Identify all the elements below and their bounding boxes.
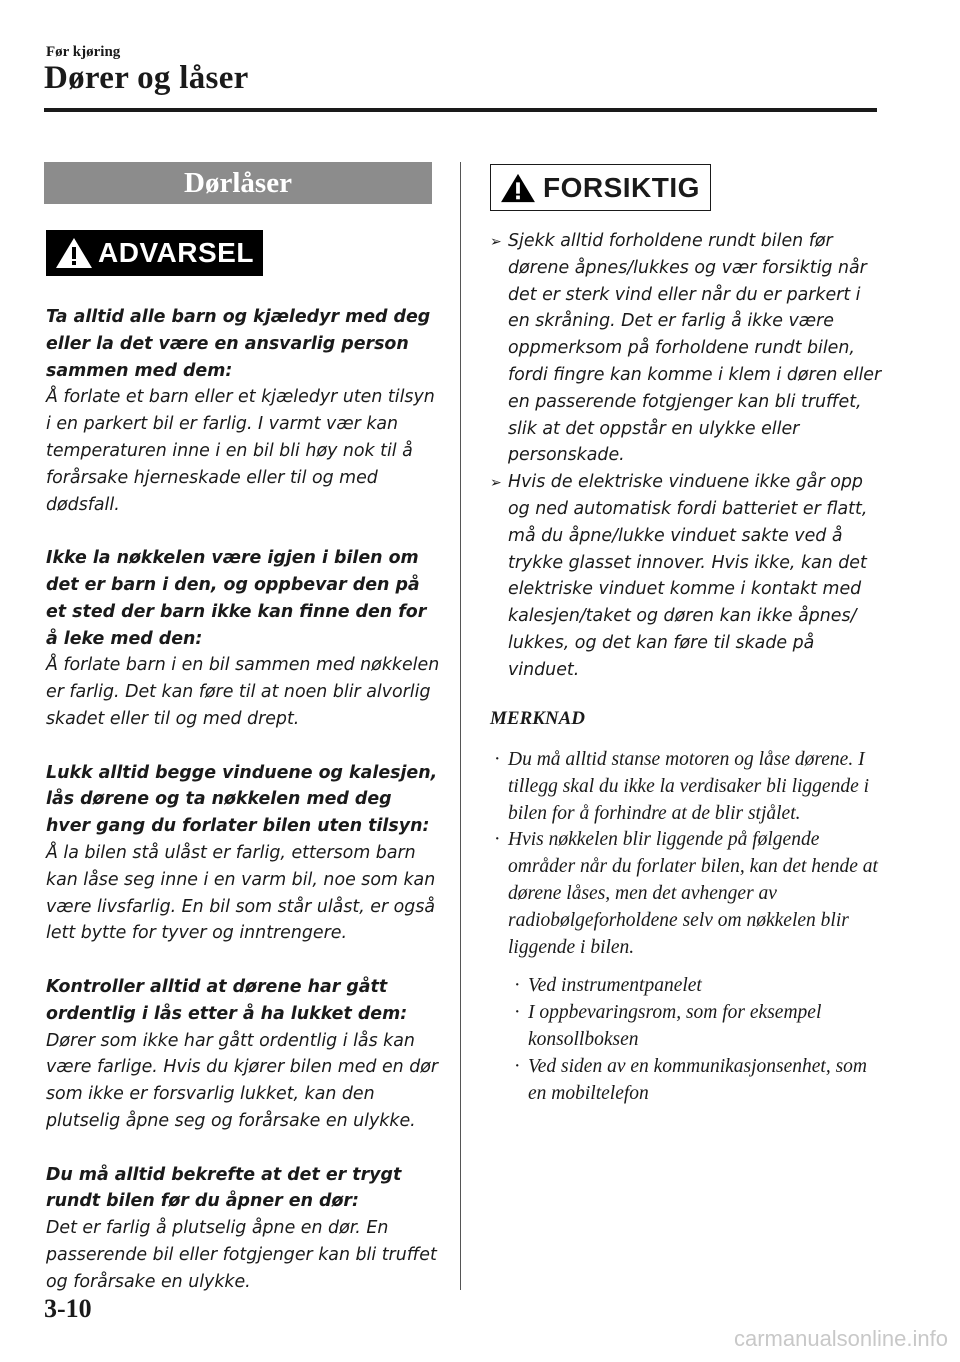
dot-bullet-icon: · [514,1002,521,1024]
note-subitem-text: Ved instrumentpanelet [528,975,702,997]
caution-item [490,228,885,469]
note-item [490,827,890,961]
caution-text: Sjekk alltid forholdene rundt bilen før dørene åpnes/lukkes og vær forsiktig når det er sterk vind eller når du er parkert i en skråning. Det er farlig å ikke være oppmerksom på forholdene rundt bilen, fordi fingre kan komme i klem i døren eller en passerende fotgjenger kan bli truffet, slik at det oppstår en ulykke eller personskade. [508,231,882,466]
dot-bullet-icon: · [514,975,521,997]
arrow-bullet-icon: ➢ [490,475,502,492]
page-number: 3-10 [44,1294,92,1323]
warning-text: Dører som ikke har gått ordentlig i lås kan være farlige. Hvis du kjører bilen med en dør som ikke er forsvarlig lukket, kan den plutselig åpne seg og forårsake en ulykke. [46,1030,439,1131]
caution-item [490,469,885,683]
warning-heading: Kontroller alltid at dørene har gått ordentlig i lås etter å ha lukket dem: [46,976,408,1024]
header-divider [44,108,877,112]
note-text: Hvis nøkkelen blir liggende på følgende områder når du forlater bilen, kan det hende at dørene låses, men det avhenger av radiobølgeforholdene selv om nøkkelen blir liggende i bilen. [508,829,878,958]
dot-bullet-icon: · [494,749,501,770]
warning-item [46,545,441,733]
chapter-label: Før kjøring [46,44,121,60]
warning-text: Å forlate et barn eller et kjæledyr uten tilsyn i en parkert bil er farlig. I varmt vær kan temperaturen inne i en bil bli høy nok til å forårsake hjerneskade eller til og med dødsfall. [46,387,435,515]
warning-badge [46,230,263,276]
column-divider [460,162,461,1290]
warning-item [46,304,441,518]
warning-item [46,760,441,948]
warning-item [46,1162,441,1296]
warning-triangle-icon [54,236,94,270]
dot-bullet-icon: · [494,829,501,851]
note-subitem [510,1000,890,1054]
warning-heading: Du må alltid bekrefte at det er trygt rundt bilen før du åpner en dør: [46,1164,402,1212]
caution-triangle-icon [499,172,537,204]
section-title: Dørlåser [44,162,432,204]
note-subitem-text: I oppbevaringsrom, som for eksempel konsollboksen [528,1002,822,1050]
caution-list [490,228,885,684]
warning-text: Å la bilen stå ulåst er farlig, ettersom barn kan låse seg inne i en varm bil, noe som kan være livsfarlig. En bil som står ulåst, er også lett bytte for tyver og inntrengere. [46,842,436,944]
note-subitem-text: Ved siden av en kommunikasjonsenhet, som en mobiltelefon [528,1055,868,1104]
watermark: carmanualsonline.info [733,1326,948,1351]
warning-heading: Lukk alltid begge vinduene og kalesjen, lås dørene og ta nøkkelen med deg hver gang du forlater bilen uten tilsyn: [46,762,438,837]
dot-bullet-icon: · [514,1055,521,1077]
note-sublist [490,973,890,1107]
caution-label: FORSIKTIG [543,171,700,203]
warning-heading: Ikke la nøkkelen være igjen i bilen om det er barn i den, og oppbevar den på et sted der barn ikke kan finne den for å leke med den: [46,548,427,649]
note-list [490,747,890,1107]
warning-list [46,304,441,1322]
page-title: Dører og låser [44,60,249,96]
note-subitem [510,1054,890,1108]
warning-label: ADVARSEL [98,237,254,268]
note-subitem [510,973,890,1000]
warning-heading: Ta alltid alle barn og kjæledyr med deg eller la det være en ansvarlig person sammen med dem: [46,307,431,381]
caution-badge [490,164,711,211]
note-text: Du må alltid stanse motoren og låse dørene. I tillegg skal du ikke la verdisaker bli liggende i bilen for å forhindre at de blir stjålet. [508,749,870,824]
note-heading: MERKNAD [490,708,586,729]
warning-text: Det er farlig å plutselig åpne en dør. En passerende bil eller fotgjenger kan bli truffet og forårsake en ulykke. [46,1218,437,1292]
caution-text: Hvis de elektriske vinduene ikke går opp og ned automatisk fordi batteriet er flatt, må du åpne/lukke vinduet sakte ved å trykke glasset innover. Hvis ikke, kan det elektriske vinduet komme i kontakt med kalesjen/taket og døren kan ikke åpnes/ lukkes, og det kan føre til skade på vinduet. [508,472,868,680]
warning-text: Å forlate barn i en bil sammen med nøkkelen er farlig. Det kan føre til at noen blir alvorlig skadet eller til og med drept. [46,655,440,729]
note-item [490,747,890,827]
warning-item [46,974,441,1135]
arrow-bullet-icon: ➢ [490,234,502,250]
